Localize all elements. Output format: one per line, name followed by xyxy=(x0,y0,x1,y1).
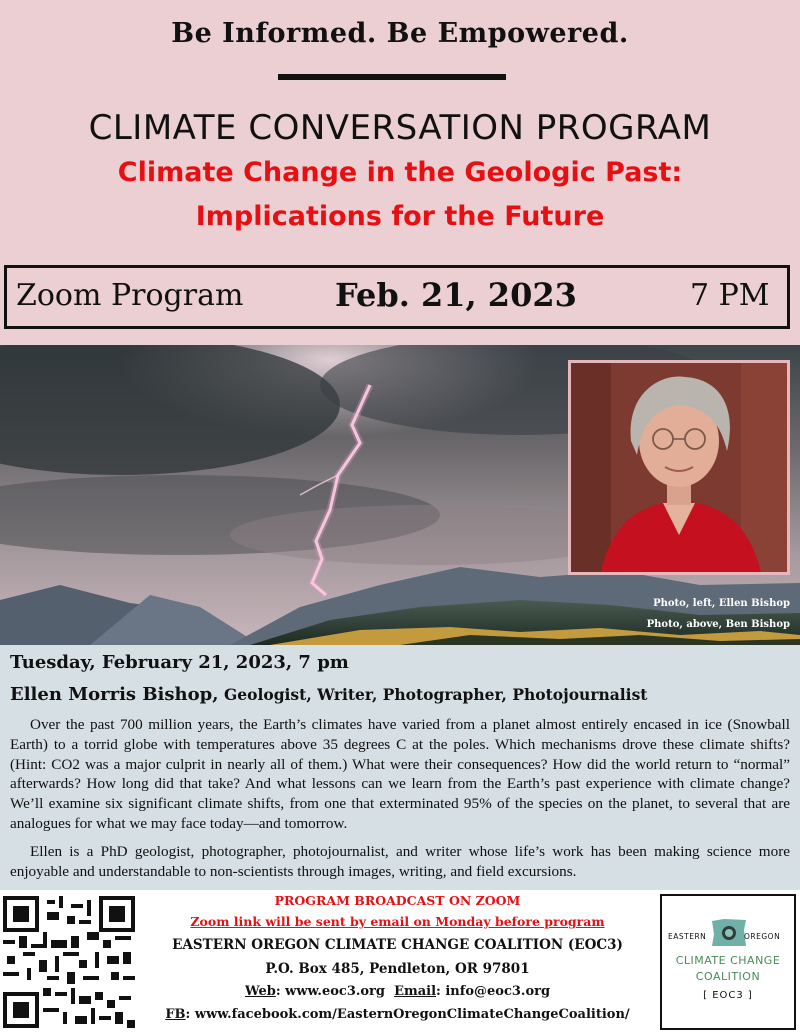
logo-line-3: [ EOC3 ] xyxy=(703,990,753,1001)
talk-title-line-1: Climate Change in the Geologic Past: xyxy=(117,157,683,188)
logo-word-eastern: EASTERN xyxy=(668,932,707,941)
event-time: 7 PM xyxy=(690,278,770,313)
web-label: Web xyxy=(244,984,276,999)
contact-line xyxy=(140,984,655,999)
photo-credit-left: Photo, left, Ellen Bishop xyxy=(653,598,790,609)
event-date: Feb. 21, 2023 xyxy=(335,276,577,314)
logo-line-2: COALITION xyxy=(695,970,761,983)
logo-word-oregon: OREGON xyxy=(744,932,781,941)
organization-name: EASTERN OREGON CLIMATE CHANGE COALITION (EOC3) xyxy=(172,937,623,953)
talk-description: Over the past 700 million years, the Earth’s climates have varied from a planet almost entirely encased in ice (Snowball Earth) to a torrid globe with temperatures above 35 degrees C at the poles. Which mechanisms drove these climate shifts? (Hint: CO2 was a major culprit in nearly all of them.) What were their consequences? How did the world return to “normal” afterwards? How long did that take? And what lessons can we learn from the Earth’s past experience with climate change? We’ll examine six significant climate shifts, from one that exterminated 95% of the species on the planet, to several that are analogues for what we may face today—and tomorrow. xyxy=(10,716,790,832)
speaker-name: Ellen Morris Bishop, xyxy=(10,684,219,705)
broadcast-notice: PROGRAM BROADCAST ON ZOOM xyxy=(274,893,521,908)
event-datetime-heading: Tuesday, February 21, 2023, 7 pm xyxy=(10,652,349,673)
fb-label: FB xyxy=(165,1007,186,1022)
email-link[interactable]: : info@eoc3.org xyxy=(436,984,551,999)
qr-code[interactable] xyxy=(3,896,135,1028)
speaker-portrait xyxy=(568,360,790,575)
speaker-bio: Ellen is a PhD geologist, photographer, photojournalist, and writer whose life’s work has been making science more enjoyable and understandable to non-scientists through images, writing, and field excursions. xyxy=(10,843,790,880)
email-label: Email xyxy=(394,984,437,999)
zoom-link-note: Zoom link will be sent by email on Monday before program xyxy=(190,914,605,929)
speaker-roles: Geologist, Writer, Photographer, Photojournalist xyxy=(224,685,648,704)
divider xyxy=(278,74,506,80)
event-format: Zoom Program xyxy=(16,278,244,313)
program-name: CLIMATE CONVERSATION PROGRAM xyxy=(88,108,712,148)
facebook-link[interactable]: : www.facebook.com/EasternOregonClimateChangeCoalition/ xyxy=(185,1007,630,1022)
website-link[interactable]: : www.eoc3.org xyxy=(275,984,385,999)
talk-title-line-2: Implications for the Future xyxy=(195,201,605,232)
tagline: Be Informed. Be Empowered. xyxy=(171,18,629,49)
logo-line-1: CLIMATE CHANGE xyxy=(675,954,781,967)
facebook-line xyxy=(140,1007,655,1022)
photo-credit-above: Photo, above, Ben Bishop xyxy=(646,619,790,630)
mailing-address: P.O. Box 485, Pendleton, OR 97801 xyxy=(265,961,530,977)
speaker-line xyxy=(10,684,647,705)
oregon-map-icon xyxy=(710,918,748,948)
